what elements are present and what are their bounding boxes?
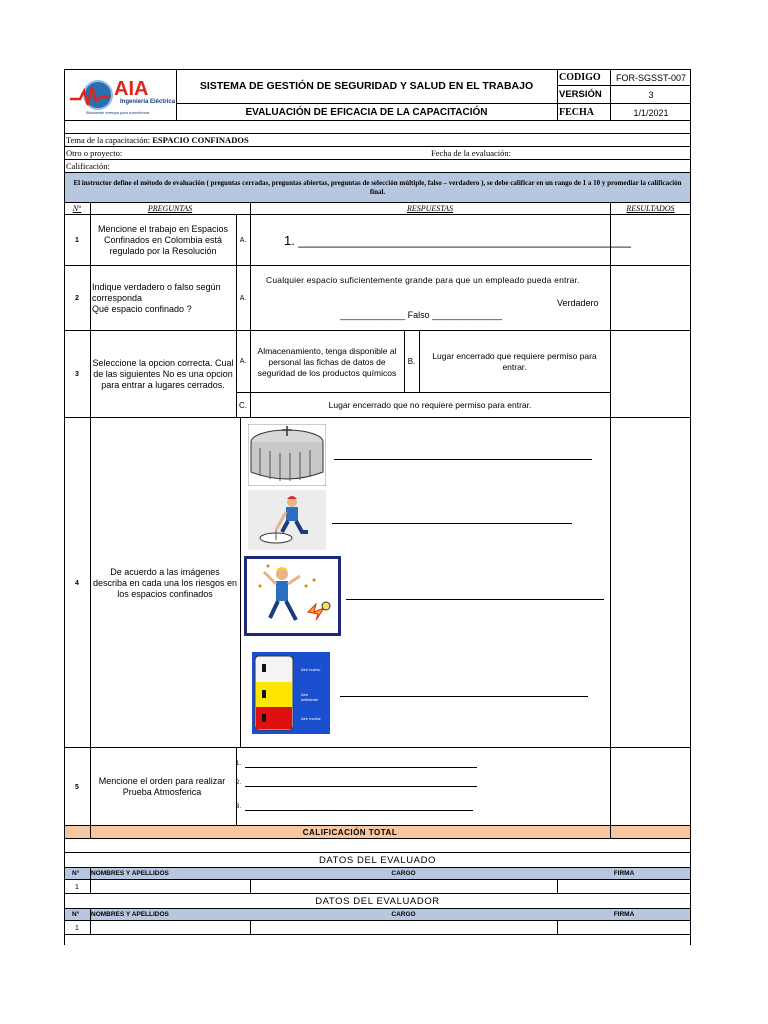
evaluado-row-number: 1 — [75, 883, 79, 891]
verdadero-option[interactable]: Verdadero — [557, 298, 599, 308]
col-header-n: N° — [64, 203, 90, 215]
order-number: 2. — [236, 780, 242, 786]
statement-text: Cualquier espacio suficientemente grande para que un empleado pueda entrar. — [266, 275, 580, 285]
col-header-preguntas: PREGUNTAS — [90, 203, 250, 215]
manhole-worker-image — [248, 490, 326, 550]
option-c-label: C. — [239, 400, 247, 410]
option-label: A. — [239, 237, 247, 244]
codigo-label: CODIGO — [559, 72, 601, 83]
gauge-label-deficient: Aire deficiente — [301, 692, 319, 702]
logo-text: AIA — [114, 78, 149, 100]
grid-line — [250, 266, 251, 331]
logo-subtitle: Ingeniería Eléctrica — [120, 99, 176, 105]
evaluador-row-1 — [64, 921, 691, 935]
grid-line — [610, 826, 611, 839]
header-divider — [557, 69, 558, 121]
codigo-value: FOR-SGSST-007 — [615, 72, 687, 83]
evaluador-col-nombres: NOMBRES Y APELLIDOS — [91, 911, 169, 918]
tema-label: Tema de la capacitación: — [66, 135, 151, 145]
answer-field-1[interactable]: 1. ______________________________________________ — [284, 232, 632, 248]
grid-line — [236, 748, 237, 826]
document-title: EVALUACIÓN DE EFICACIA DE LA CAPACITACIÓN — [245, 106, 488, 118]
calificacion-row — [64, 160, 691, 173]
falso-option[interactable]: _____________ Falso ______________ — [340, 310, 503, 320]
col-header-respuestas: RESPUESTAS — [250, 203, 610, 215]
calificacion-label: Calificación: — [66, 161, 110, 171]
evaluador-col-cargo: CARGO — [391, 911, 416, 918]
tema-value: ESPACIO CONFINADOS — [152, 135, 249, 145]
evaluador-col-n: N° — [72, 911, 80, 918]
hazard-shock-image — [244, 556, 341, 636]
grid-line — [250, 215, 251, 266]
evaluador-title: DATOS DEL EVALUADOR — [64, 894, 691, 908]
order-input-line — [245, 786, 477, 787]
question-text: Seleccione la opcion correcta. Cual de las siguientes No es una opcion para entrar a lugares cerrados. — [92, 358, 234, 390]
otro-label: Otro o proyecto: — [66, 148, 123, 158]
option-a-label: A. — [239, 358, 247, 365]
question-number: 1 — [75, 237, 79, 244]
fecha-value: 1/1/2021 — [633, 107, 669, 118]
question-text: Mencione el orden para realizar Prueba Atmosferica — [98, 776, 226, 797]
gauge-label-deadly: Aire mortal — [301, 716, 321, 721]
total-label: CALIFICACIÓN TOTAL — [302, 828, 398, 837]
order-input-line — [245, 810, 473, 811]
otro-row — [64, 147, 691, 160]
atmosphere-gauge-image — [252, 652, 330, 734]
grid-line — [419, 331, 420, 392]
evaluado-col-nombres: NOMBRES Y APELLIDOS — [91, 870, 169, 877]
spacer-row — [64, 935, 691, 945]
question-number: 4 — [75, 579, 79, 587]
instructions-banner: El instructor define el método de evaluación ( preguntas cerradas, preguntas abiertas, preguntas de selección múltiple, falso – verdadero ), se debe calificar en un rango de 1 a 10 y promediar la calificación final. — [64, 173, 691, 203]
evaluado-col-firma: FIRMA — [613, 870, 635, 877]
evaluador-nombre-cell[interactable] — [250, 921, 251, 935]
order-line-1[interactable] — [236, 761, 478, 767]
question-number: 2 — [75, 295, 79, 302]
evaluador-col-firma: FIRMA — [613, 911, 635, 918]
answer-line-image-4[interactable] — [340, 696, 588, 697]
answer-line-image-3[interactable] — [346, 599, 604, 600]
option-b-label: B. — [407, 357, 416, 366]
question-number: 5 — [75, 783, 79, 791]
fecha-label: FECHA — [559, 107, 594, 118]
grid-line — [90, 908, 91, 935]
logo-slogan: Brindando energía para transformar — [86, 110, 150, 115]
evaluado-col-cargo: CARGO — [391, 870, 416, 877]
order-line-3[interactable] — [236, 804, 478, 810]
grid-line — [240, 418, 241, 748]
grid-line — [250, 203, 251, 215]
version-label: VERSIÓN — [559, 89, 602, 100]
option-a-text[interactable]: Almacenamiento, tenga disponible al personal las fichas de datos de seguridad de los productos químicos — [257, 345, 397, 378]
question-number: 3 — [75, 371, 79, 378]
evaluador-cargo-cell[interactable] — [557, 921, 558, 935]
question-text: De acuerdo a las imágenes describa en cada una los riesgos en los espacios confinados — [92, 566, 238, 599]
col-header-resultados: RESULTADOS — [610, 203, 691, 215]
evaluado-cargo-cell[interactable] — [557, 880, 558, 894]
tank-image — [248, 424, 326, 486]
system-title: SISTEMA DE GESTIÓN DE SEGURIDAD Y SALUD EN EL TRABAJO — [199, 80, 534, 92]
order-number: 1. — [236, 761, 242, 767]
version-value: 3 — [648, 89, 654, 100]
spacer-row — [64, 121, 691, 134]
answer-line-image-2[interactable] — [332, 523, 572, 524]
tema-row — [64, 134, 691, 147]
evaluado-nombre-cell[interactable] — [250, 880, 251, 894]
order-line-2[interactable] — [236, 780, 478, 786]
fecha-evaluacion-label: Fecha de la evaluación: — [431, 148, 512, 158]
question-text: Mencione el trabajo en Espacios Confinados en Colombia está regulado por la Resolución — [97, 224, 229, 256]
evaluado-col-n: N° — [72, 870, 80, 877]
question-text: Indique verdadero o falso según corresponda Qué espacio confinado ? — [92, 282, 221, 314]
option-c-text[interactable]: Lugar encerrado que no requiere permiso para entrar. — [328, 400, 532, 410]
evaluador-row-number: 1 — [75, 924, 79, 932]
evaluado-row-1 — [64, 880, 691, 894]
company-logo — [66, 71, 176, 119]
order-number: 3. — [236, 804, 242, 810]
gauge-label-good: Aire bueno — [301, 667, 321, 672]
option-b-text[interactable]: Lugar encerrado que requiere permiso para entrar. — [432, 351, 597, 372]
answer-line-image-1[interactable] — [334, 459, 592, 460]
grid-line — [90, 867, 91, 894]
spacer-row — [64, 839, 691, 853]
order-input-line — [245, 767, 477, 768]
option-label: A. — [239, 295, 247, 302]
evaluado-title: DATOS DEL EVALUADO — [64, 853, 691, 867]
